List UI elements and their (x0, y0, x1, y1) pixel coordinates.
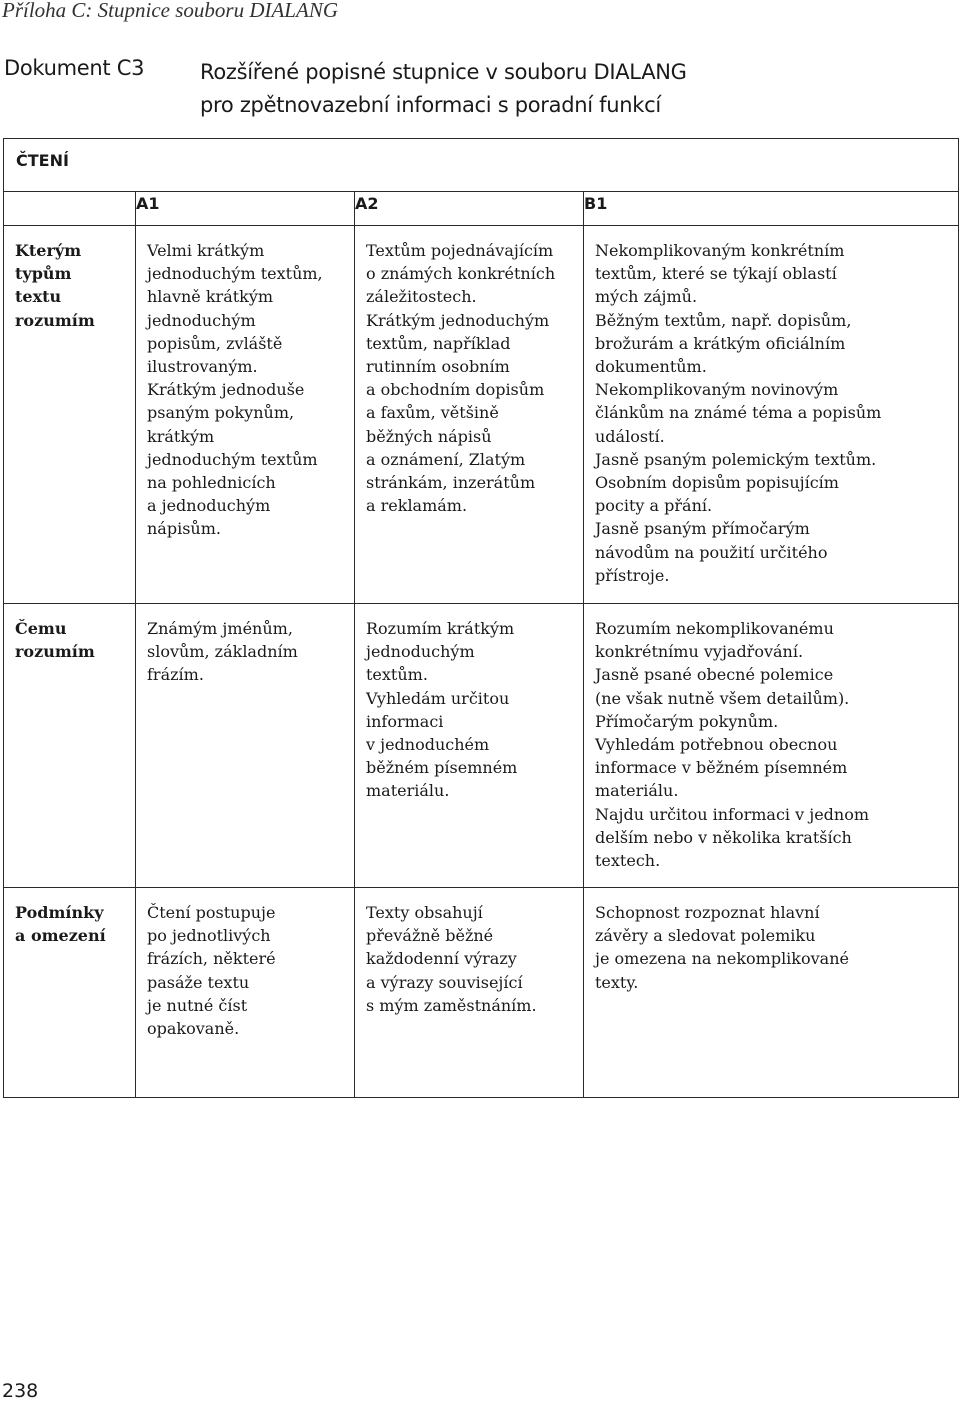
text-line: textu (15, 287, 62, 307)
text-line: jednoduchým (366, 642, 475, 662)
text-line: záležitostech. (366, 287, 477, 307)
row-header (4, 604, 136, 888)
cell-b1 (584, 888, 959, 1098)
level-header-row (4, 192, 959, 226)
text-line: frázím. (147, 665, 204, 685)
text-line: a faxům, většině (366, 403, 499, 423)
text-line: Velmi krátkým (147, 241, 265, 260)
cell-a1 (136, 888, 355, 1098)
text-line: Vyhledám určitou (366, 688, 510, 708)
text-line: Čemu (15, 619, 67, 638)
text-line: nápisům. (147, 519, 221, 539)
text-line: konkrétnímu vyjadřování. (595, 642, 804, 662)
text-line: Najdu určitou informaci v jednom (595, 804, 870, 824)
text-line: Jasně psaným polemickým textům. (595, 449, 877, 469)
text-line: a obchodním dopisům (366, 380, 545, 400)
text-line: v jednoduchém (366, 735, 490, 755)
text-line: a jednoduchým (147, 496, 271, 516)
text-line: materiálu. (595, 781, 679, 801)
text-line: rozumím (15, 310, 95, 330)
text-line: textům. (366, 665, 428, 685)
text-line: texty. (595, 972, 639, 992)
text-line: jednoduchým textům, (147, 264, 323, 284)
text-line: a reklamám. (366, 496, 468, 516)
text-line: materiálu. (366, 781, 450, 801)
text-line: frázích, některé (147, 949, 276, 969)
text-line: Vyhledám potřebnou obecnou (595, 735, 838, 755)
text-line: běžném písemném (366, 758, 518, 778)
page-number: 238 (2, 1380, 39, 1402)
text-line: Osobním dopisům popisujícím (595, 473, 839, 493)
text-line: dokumentům. (595, 357, 707, 377)
text-line: brožurám a krátkým oficiálním (595, 333, 846, 353)
cell-a1 (136, 604, 355, 888)
cell-a2 (355, 226, 584, 604)
text-line: Běžným textům, např. dopisům, (595, 310, 852, 330)
text-line: (ne však nutně všem detailům). (595, 688, 850, 708)
row-header (4, 226, 136, 604)
text-line: o známých konkrétních (366, 264, 556, 284)
table-row (4, 888, 959, 1098)
running-head: Příloha C: Stupnice souboru DIALANG (2, 0, 338, 22)
level-header-b1: B1 (584, 192, 959, 226)
text-line: Schopnost rozpoznat hlavní (595, 903, 820, 922)
text-line: Krátkým jednoduchým (366, 310, 550, 330)
document-title-line: pro zpětnovazební informaci s poradní funkcí (200, 93, 661, 117)
text-line: článkům na známé téma a popisům (595, 403, 882, 423)
text-line: a oznámení, Zlatým (366, 449, 526, 469)
text-line: Nekomplikovaným konkrétním (595, 241, 845, 260)
text-line: Podmínky (15, 903, 104, 922)
text-line: událostí. (595, 426, 665, 446)
text-line: delším nebo v několika kratších (595, 827, 852, 847)
text-line: pocity a přání. (595, 496, 713, 516)
text-line: je nutné číst (147, 995, 248, 1015)
row-header (4, 888, 136, 1098)
text-line: informace v běžném písemném (595, 758, 848, 778)
text-line: stránkám, inzerátům (366, 473, 536, 493)
text-line: Texty obsahují (366, 903, 483, 922)
text-line: Nekomplikovaným novinovým (595, 380, 839, 400)
text-line: Přímočarým pokynům. (595, 711, 779, 731)
text-line: hlavně krátkým (147, 287, 274, 307)
text-line: Rozumím krátkým (366, 619, 515, 638)
text-line: Krátkým jednoduše (147, 380, 305, 400)
cell-a1 (136, 226, 355, 604)
document-label: Dokument C3 (4, 56, 145, 80)
level-header-empty (4, 192, 136, 226)
text-line: popisům, zvláště (147, 333, 283, 353)
level-header-a1: A1 (136, 192, 355, 226)
cell-b1 (584, 604, 959, 888)
document-title (200, 56, 687, 122)
text-line: s mým zaměstnáním. (366, 995, 537, 1015)
level-header-a2: A2 (355, 192, 584, 226)
text-line: a omezení (15, 926, 106, 946)
cell-a2 (355, 604, 584, 888)
skill-title: ČTENÍ (4, 139, 959, 192)
text-line: a výrazy související (366, 972, 523, 992)
cell-b1 (584, 226, 959, 604)
reading-scale-table (3, 138, 959, 1098)
text-line: informaci (366, 711, 444, 731)
skill-header-row (4, 139, 959, 192)
document-title-line: Rozšířené popisné stupnice v souboru DIALANG (200, 60, 687, 84)
text-line: rozumím (15, 642, 95, 662)
text-line: Čtení postupuje (147, 903, 276, 922)
text-line: rutinním osobním (366, 357, 510, 377)
text-line: Známým jménům, (147, 619, 293, 638)
text-line: textech. (595, 851, 661, 871)
text-line: pasáže textu (147, 972, 250, 992)
text-line: Kterým (15, 241, 82, 260)
text-line: běžných nápisů (366, 426, 492, 446)
text-line: na pohlednicích (147, 473, 276, 493)
text-line: textům, například (366, 333, 511, 353)
text-line: textům, které se týkají oblastí (595, 264, 837, 284)
text-line: Jasně psaným přímočarým (595, 519, 810, 539)
text-line: ilustrovaným. (147, 357, 258, 377)
text-line: po jednotlivých (147, 926, 271, 946)
table-row (4, 226, 959, 604)
text-line: závěry a sledovat polemiku (595, 926, 816, 946)
text-line: jednoduchým textům (147, 449, 318, 469)
text-line: typům (15, 264, 72, 284)
text-line: slovům, základním (147, 642, 298, 662)
text-line: převážně běžné (366, 926, 494, 946)
text-line: Textům pojednávajícím (366, 241, 554, 260)
text-line: Rozumím nekomplikovanému (595, 619, 834, 638)
text-line: každodenní výrazy (366, 949, 517, 969)
text-line: je omezena na nekomplikované (595, 949, 849, 969)
text-line: mých zájmů. (595, 287, 698, 307)
text-line: jednoduchým (147, 310, 256, 330)
text-line: návodům na použití určitého (595, 542, 828, 562)
table-row (4, 604, 959, 888)
text-line: krátkým (147, 426, 215, 446)
text-line: přístroje. (595, 565, 670, 585)
text-line: Jasně psané obecné polemice (595, 665, 834, 685)
text-line: psaným pokynům, (147, 403, 295, 423)
text-line: opakovaně. (147, 1019, 240, 1039)
cell-a2 (355, 888, 584, 1098)
